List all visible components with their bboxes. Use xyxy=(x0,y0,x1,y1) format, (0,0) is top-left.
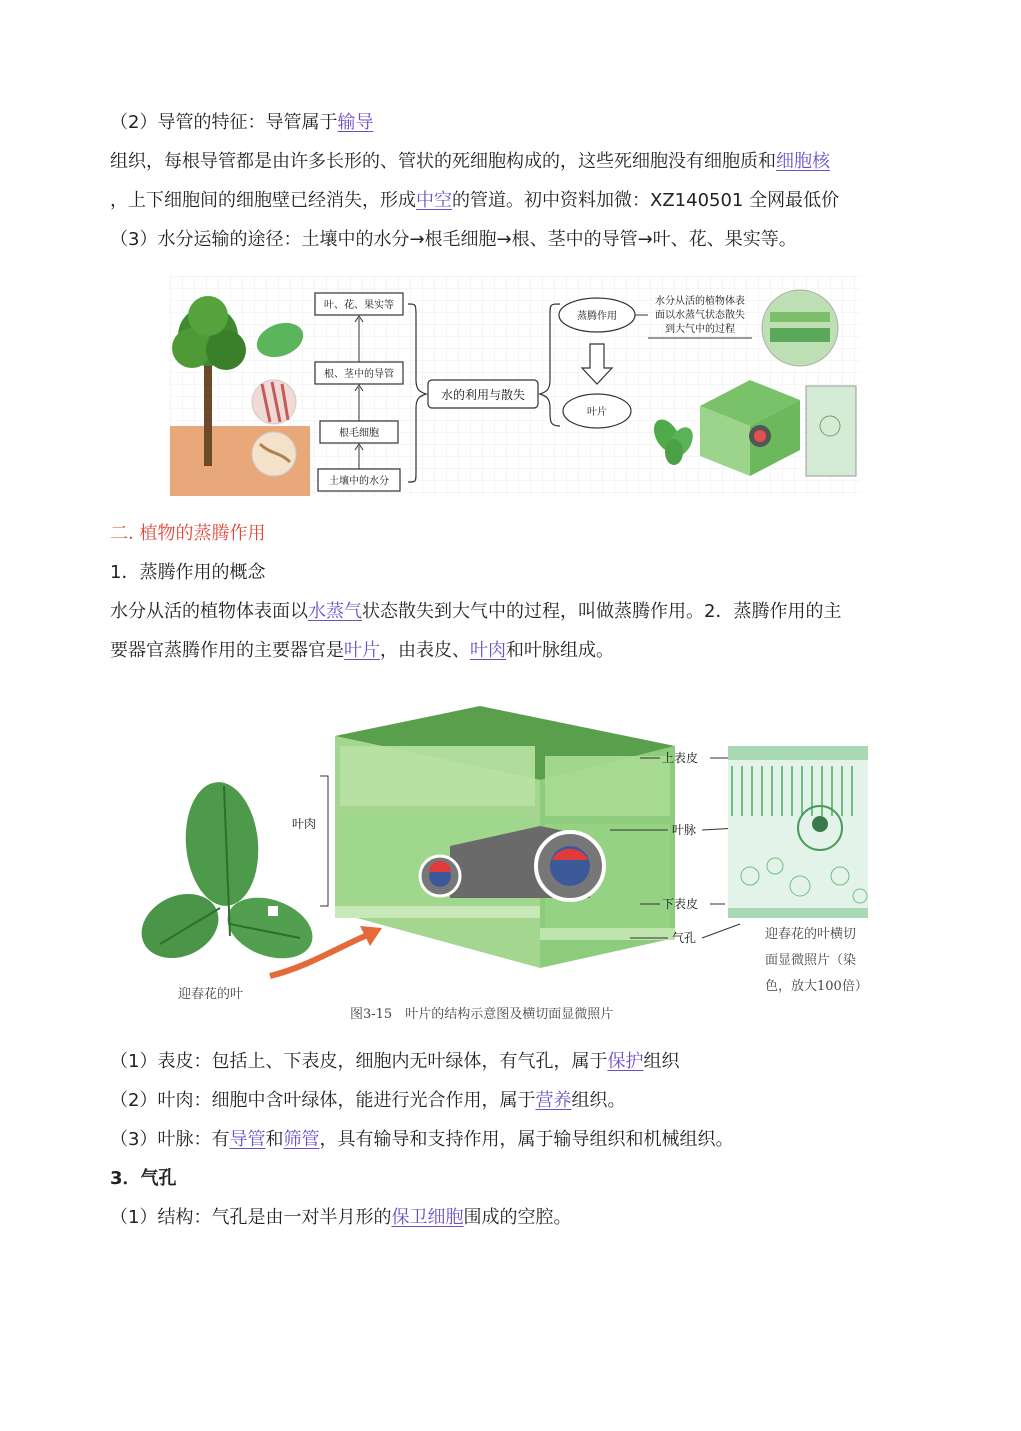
micrograph-caption-3: 色，放大100倍） xyxy=(765,979,868,994)
flow-oval-leaf xyxy=(563,394,631,428)
svg-text:叶片: 叶片 xyxy=(587,407,607,418)
text-vessel-hollow: ，上下细胞间的细胞壁已经消失，形成中空的管道。初中资料加微：XZ140501 全网最低价 xyxy=(110,190,840,211)
text-concept-definition: 水分从活的植物体表面以水蒸气状态散失到大气中的过程，叫做蒸腾作用。2．蒸腾作用的主 xyxy=(110,601,842,622)
text-epidermis: （1）表皮：包括上、下表皮，细胞内无叶绿体，有气孔，属于保护组织 xyxy=(110,1051,680,1072)
link-vessel[interactable]: 导管 xyxy=(229,1129,266,1150)
flow-box-root-hair xyxy=(320,421,398,443)
link-protective[interactable]: 保护 xyxy=(607,1051,644,1072)
svg-text:上表皮: 上表皮 xyxy=(662,751,699,765)
svg-text:下表皮: 下表皮 xyxy=(662,897,699,911)
micrograph-caption-2: 面显微照片（染 xyxy=(765,953,857,968)
link-guard-cell[interactable]: 保卫细胞 xyxy=(391,1207,464,1228)
text-mesophyll: （2）叶肉：细胞中含叶绿体，能进行光合作用，属于营养组织。 xyxy=(110,1090,626,1111)
section-heading-transpiration: 二. 植物的蒸腾作用 xyxy=(110,523,266,544)
flow-oval-transpiration xyxy=(559,298,635,332)
svg-text:土壤中的水分: 土壤中的水分 xyxy=(329,476,389,487)
water-use-diagram xyxy=(170,276,860,496)
flow-center-water-use xyxy=(428,380,538,408)
link-conducting[interactable]: 输导 xyxy=(337,112,374,133)
svg-text:到大气中的过程: 到大气中的过程 xyxy=(665,324,735,335)
link-hollow[interactable]: 中空 xyxy=(416,190,452,211)
figure-caption: 图3-15 叶片的结构示意图及横切面显微照片 xyxy=(350,1007,614,1022)
link-sieve-tube[interactable]: 筛管 xyxy=(283,1129,320,1150)
svg-text:叶脉: 叶脉 xyxy=(672,823,697,837)
link-nucleus[interactable]: 细胞核 xyxy=(776,151,830,172)
svg-text:面以水蒸气状态散失: 面以水蒸气状态散失 xyxy=(655,310,745,321)
flow-box-soil-water xyxy=(318,469,400,491)
text-main-organ: 要器官蒸腾作用的主要器官是叶片，由表皮、叶肉和叶脉组成。 xyxy=(110,640,614,661)
link-nutritive[interactable]: 营养 xyxy=(535,1090,572,1111)
label-mesophyll: 叶肉 xyxy=(292,817,317,831)
flow-box-leaf-flower-fruit xyxy=(315,293,403,315)
subheading-concept: 1．蒸腾作用的概念 xyxy=(110,562,266,583)
link-mesophyll[interactable]: 叶肉 xyxy=(470,640,506,661)
micrograph-cross-section xyxy=(728,746,868,918)
text-stoma-structure: （1）结构：气孔是由一对半月形的保卫细胞围成的空腔。 xyxy=(110,1207,572,1228)
text-vessel-cells: 组织，每根导管都是由许多长形的、管状的死细胞构成的，这些死细胞没有细胞质和细胞核 xyxy=(110,151,830,172)
micrograph-caption-1: 迎春花的叶横切 xyxy=(765,927,857,942)
flow-box-root-stem-vessel xyxy=(315,362,403,384)
link-leaf[interactable]: 叶片 xyxy=(344,640,380,661)
svg-text:气孔: 气孔 xyxy=(672,931,697,945)
svg-text:叶、花、果实等: 叶、花、果实等 xyxy=(324,300,394,311)
svg-text:水分从活的植物体表: 水分从活的植物体表 xyxy=(655,296,745,307)
micrograph-small xyxy=(806,386,856,476)
text-vein: （3）叶脉：有导管和筛管，具有输导和支持作用，属于输导组织和机械组织。 xyxy=(110,1129,734,1150)
svg-text:水的利用与散失: 水的利用与散失 xyxy=(440,388,526,402)
leaf-structure-figure xyxy=(120,676,890,1026)
link-water-vapor[interactable]: 水蒸气 xyxy=(308,601,362,622)
text-vessel-feature: （2）导管的特征：导管属于输导 xyxy=(110,112,374,133)
svg-text:蒸腾作用: 蒸腾作用 xyxy=(577,311,617,322)
svg-text:根、茎中的导管: 根、茎中的导管 xyxy=(324,369,394,380)
text-water-path: （3）水分运输的途径：土壤中的水分→根毛细胞→根、茎中的导管→叶、花、果实等。 xyxy=(110,229,797,250)
svg-text:根毛细胞: 根毛细胞 xyxy=(339,428,379,439)
subheading-stoma: 3．气孔 xyxy=(110,1168,177,1189)
leaf-name-label: 迎春花的叶 xyxy=(178,987,244,1002)
